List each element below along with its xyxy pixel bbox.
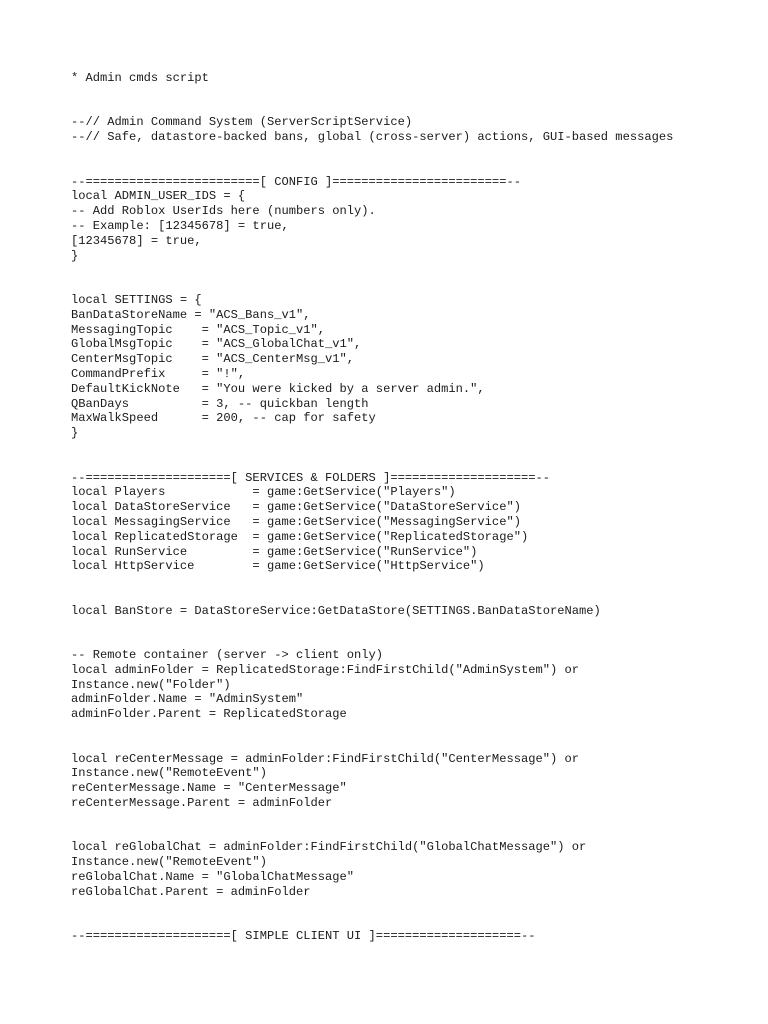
blank-line [71, 574, 673, 589]
blank-line [71, 914, 673, 929]
blank-line [71, 589, 673, 604]
blank-line [71, 456, 673, 471]
code-line: --// Admin Command System (ServerScriptService) [71, 115, 413, 130]
code-line: [12345678] = true, [71, 233, 202, 248]
code-line: local SETTINGS = { [71, 292, 202, 307]
code-line: QBanDays = 3, -- quickban length [71, 396, 369, 411]
code-line: Instance.new("Folder") [71, 677, 231, 692]
blank-line [71, 86, 673, 101]
code-line: --====================[ SERVICES & FOLDERS ]====================-- [71, 470, 550, 485]
code-line: adminFolder.Parent = ReplicatedStorage [71, 707, 347, 722]
code-line: -- Example: [12345678] = true, [71, 218, 289, 233]
code-line: reGlobalChat.Name = "GlobalChatMessage" [71, 870, 355, 885]
code-line: local DataStoreService = game:GetService("DataStoreService") [71, 500, 521, 515]
code-line: Instance.new("RemoteEvent") [71, 855, 267, 870]
code-line: -- Remote container (server -> client only) [71, 648, 384, 663]
code-line: local ADMIN_USER_IDS = { [71, 189, 246, 204]
code-line: CommandPrefix = "!", [71, 366, 246, 381]
code-line: --========================[ CONFIG ]========================-- [71, 174, 521, 189]
code-line: local reGlobalChat = adminFolder:FindFirstChild("GlobalChatMessage") or [71, 840, 587, 855]
code-line: reCenterMessage.Name = "CenterMessage" [71, 781, 347, 796]
code-line: MessagingTopic = "ACS_Topic_v1", [71, 322, 326, 337]
blank-line [71, 900, 673, 915]
code-line: * Admin cmds script [71, 71, 209, 85]
code-line: Instance.new("RemoteEvent") [71, 766, 267, 781]
code-line: GlobalMsgTopic = "ACS_GlobalChat_v1", [71, 337, 362, 352]
blank-line [71, 811, 673, 826]
code-line: local Players = game:GetService("Players") [71, 485, 456, 500]
blank-line [71, 722, 673, 737]
code-line: reGlobalChat.Parent = adminFolder [71, 884, 311, 899]
code-line: --// Safe, datastore-backed bans, global (cross-server) actions, GUI-based messages [71, 130, 674, 145]
code-line: adminFolder.Name = "AdminSystem" [71, 692, 304, 707]
code-line: reCenterMessage.Parent = adminFolder [71, 796, 333, 811]
blank-line [71, 441, 673, 456]
code-line: local reCenterMessage = adminFolder:FindFirstChild("CenterMessage") or [71, 751, 580, 766]
code-line: --====================[ SIMPLE CLIENT UI ]====================-- [71, 929, 536, 944]
code-line: local RunService = game:GetService("RunService") [71, 544, 478, 559]
code-line: DefaultKickNote = "You were kicked by a server admin.", [71, 381, 485, 396]
blank-line [71, 618, 673, 633]
code-line: local MessagingService = game:GetService("MessagingService") [71, 514, 521, 529]
code-line: BanDataStoreName = "ACS_Bans_v1", [71, 307, 311, 322]
code-line: local adminFolder = ReplicatedStorage:FindFirstChild("AdminSystem") or [71, 662, 580, 677]
code-line: local HttpService = game:GetService("HttpService") [71, 559, 485, 574]
code-block [71, 71, 673, 944]
blank-line [71, 101, 673, 116]
blank-line [71, 826, 673, 841]
blank-line [71, 633, 673, 648]
blank-line [71, 263, 673, 278]
blank-line [71, 278, 673, 293]
code-line: MaxWalkSpeed = 200, -- cap for safety [71, 411, 376, 426]
blank-line [71, 160, 673, 175]
code-line: -- Add Roblox UserIds here (numbers only). [71, 204, 376, 219]
blank-line [71, 145, 673, 160]
code-line: local ReplicatedStorage = game:GetService("ReplicatedStorage") [71, 529, 529, 544]
code-line: local BanStore = DataStoreService:GetDataStore(SETTINGS.BanDataStoreName) [71, 603, 601, 618]
code-line: CenterMsgTopic = "ACS_CenterMsg_v1", [71, 352, 355, 367]
blank-line [71, 737, 673, 752]
code-line: } [71, 426, 79, 441]
code-line: } [71, 248, 79, 263]
